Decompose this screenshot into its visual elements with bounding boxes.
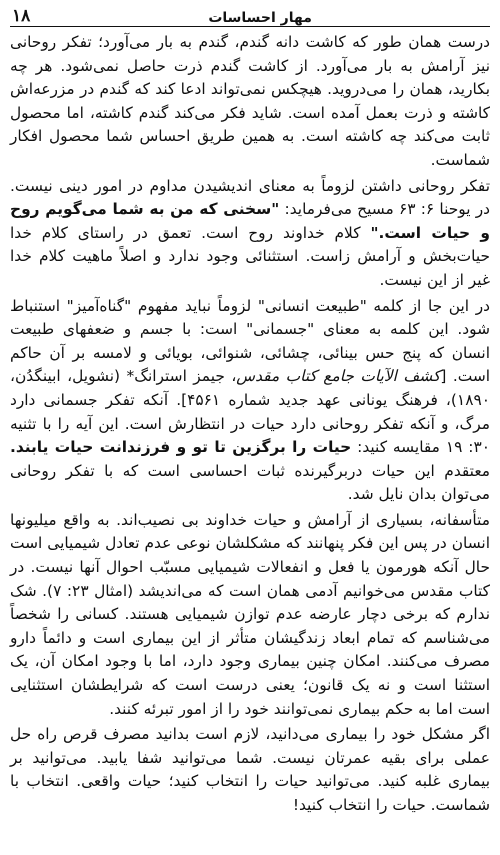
italic-text: کشف الآیات جامع کتاب مقدس [236,367,441,386]
bold-text: "سخنی که من به شما می‌گویم روح و حیات است." [10,200,490,242]
text-segment: در این جا از کلمه "طبیعت انسانی" لزوماً نباید مفهوم "گناه‌آمیز" استنباط شود. این کلمه به معنای "جسمانی" است: با جسم و ضعفهای طبیعت انسان که پنج حس بینائی، چشائی، شنوائی، بویائی و لامسه بر آن حاکم است. [ [10,296,491,386]
text-segment: ، جیمز استرانگ* (نشویل، ابینگدُن، ۱۸۹۰)، فرهنگ یونانی عهد جدید شماره ۴۵۶۱]. آنکه تفکر جسمانی دارد مرگ، و آنکه تفکر روحانی دارد حیات در انتظارش است. این آیه را با تثنیه ۳۰: ۱۹ مقایسه کنید: [10,367,491,457]
paragraph [10,295,490,507]
paragraph [10,31,490,173]
running-title: مهار احساسات [208,10,312,26]
text-segment: درست همان طور که کاشت دانه گندم، گندم به بار می‌آورد؛ تفکر روحانی نیز آرامش به بار می‌آورد. از کاشت گندم ذرت حاصل نمی‌شود. هر چه بکارید، همان را می‌دروید. هیچکس نمی‌تواند ادعا کند که گندم در مزرعه‌اش کاشته و ذرت بعمل آمده است. شاید فکر می‌کند گندم کاشته، اما محصول ثابت می‌کند چه کاشته است. به همین طریق احساس شما محصول افکار شماست. [10,33,490,169]
page-body [10,31,490,818]
text-segment: معتقدم این حیات دربرگیرنده ثبات احساسی است که با تفکر روحانی می‌توان بدان نایل شد. [10,461,490,504]
text-segment: تفکر روحانی داشتن لزوماً به معنای اندیشیدن مداوم در امور دینی نیست. در یوحنا ۶: ۶۳ مسیح می‌فرماید: [10,176,491,219]
text-segment: کلام خداوند روح است. تعمق در راستای کلام خدا حیات‌بخش و آرامش زاست. استثنائی وجود ندارد و اصلاً ماهیت کلام خدا غیر از این نیست. [10,223,490,289]
page-header [10,4,490,27]
page-number: ۱۸ [12,6,31,26]
paragraph [10,175,490,293]
text-segment: اگر مشکل خود را بیماری می‌دانید، لازم است بدانید مصرف قرص راه حل عملی برای بقیه عمرتان نیست. شما می‌توانید شفا یابید. می‌توانید بر بیماری غلبه کنید. می‌توانید حیات را انتخاب کنید؛ حیات واقعی. انتخاب با شماست. حیات را انتخاب کنید! [10,725,490,814]
text-segment: متأسفانه، بسیاری از آرامش و حیات خداوند بی نصیب‌اند. به واقع میلیونها انسان در پس این فکر پنهانند که مشکلشان نوعی عدم تعادل شیمیایی است حال آنکه هورمون یا فعل و انفعالات شیمیایی مسبّب احوال آنها نیست. در کتاب مقدس می‌خوانیم آدمی همان است که می‌اندیشد (امثال ۲۳: ۷). شک ندارم که برخی دچار عارضه عدم توازن شیمیایی هستند. کسانی را شخصاً می‌شناسم که تمام ابعاد زندگیشان متأثر از این بیماری است و دائماً دارو مصرف می‌کنند. امکان چنین بیماری وجود دارد، اما با وجود امکان آن، یک استثنا است و نه یک قانون؛ یعنی درست است که شرایطشان استثنایی است اما به حکم بیماری نمی‌توانند خود را از امور تبرئه کنند. [10,510,490,718]
paragraph [10,509,490,721]
paragraph [10,723,490,817]
bold-text: حیات را برگزین تا تو و فرزندانت حیات یابند. [10,438,352,457]
